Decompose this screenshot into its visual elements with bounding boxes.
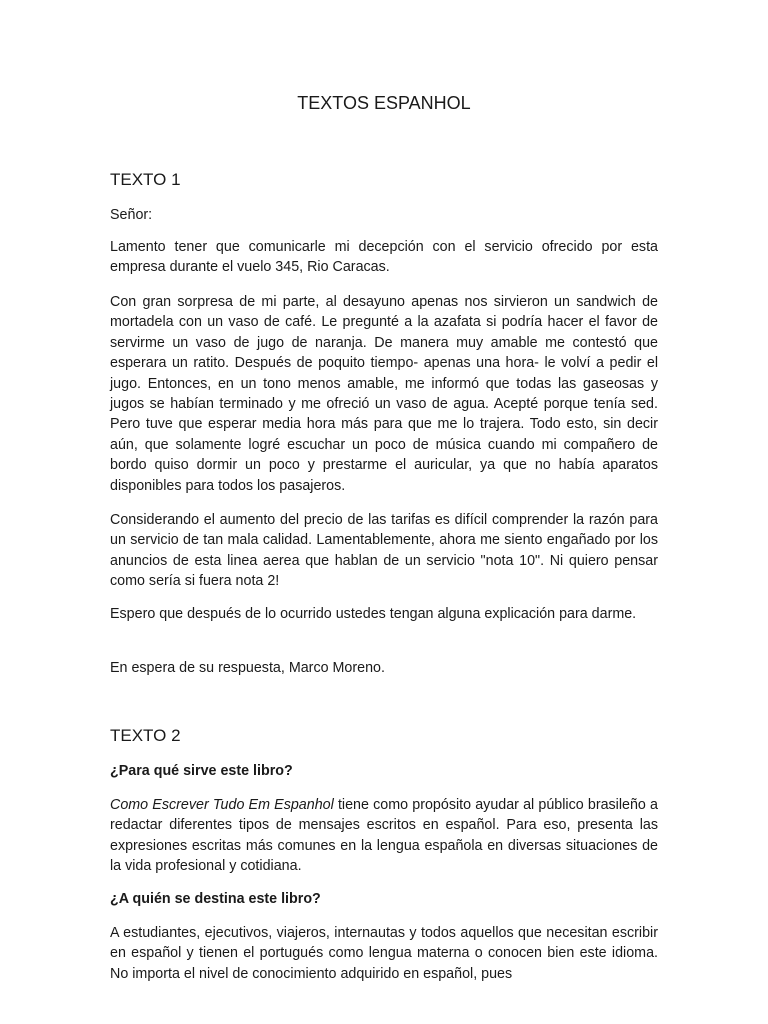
texto1-paragraph-1: Lamento tener que comunicarle mi decepción con el servicio ofrecido por esta empresa durante el vuelo 345, Rio Caracas. <box>110 239 658 276</box>
texto2-answer-1 <box>110 795 658 877</box>
texto2-answer-1-text: tiene como propósito ayudar al público brasileño a redactar diferentes tipos de mensajes escritos en español. Para eso, presenta las expresiones escritas más comunes en la lengua española en diversas situaciones de la vida profesional y cotidiana. <box>110 797 658 875</box>
texto1-heading: TEXTO 1 <box>110 170 181 189</box>
texto2-answer-2: A estudiantes, ejecutivos, viajeros, internautas y todos aquellos que necesitan escribir en español y tienen el portugués como lengua materna o conocen bien este idioma. No importa el nivel de conocimiento adquirido en español, pues <box>110 925 658 982</box>
texto2-question-1: ¿Para qué sirve este libro? <box>110 763 293 779</box>
book-title: Como Escrever Tudo Em Espanhol <box>110 797 334 813</box>
texto1-paragraph-3: Considerando el aumento del precio de las tarifas es difícil comprender la razón para un servicio de tan mala calidad. Lamentablemente, ahora me siento engañado por los anuncios de esta linea aerea que hablan de un servicio "nota 10". Ni quiero pensar como sería si fuera nota 2! <box>110 512 658 590</box>
texto1-salutation: Señor: <box>110 207 153 223</box>
texto2-heading: TEXTO 2 <box>110 726 181 745</box>
texto2-question-2: ¿A quién se destina este libro? <box>110 891 321 907</box>
document-title: TEXTOS ESPANHOL <box>297 93 471 113</box>
texto1-closing: En espera de su respuesta, Marco Moreno. <box>110 660 385 676</box>
texto1-paragraph-4: Espero que después de lo ocurrido ustedes tengan alguna explicación para darme. <box>110 606 637 622</box>
document-page <box>110 0 658 1024</box>
texto1-paragraph-2: Con gran sorpresa de mi parte, al desayuno apenas nos sirvieron un sandwich de mortadela con un vaso de café. Le pregunté a la azafata si podría hacer el favor de servirme un vaso de jugo de naranja. De manera muy amable me contestó que esperara un ratito. Después de poquito tiempo- apenas una hora- le volví a pedir el jugo. Entonces, en un tono menos amable, me informó que todas las gaseosas y jugos se habían terminado y me ofreció un vaso de agua. Acepté porque tenía sed. Pero tuve que esperar media hora más para que me lo trajera. Todo esto, sin decir aún, que solamente logré escuchar un poco de música cuando mi compañero de bordo quiso dormir un poco y prestarme el auricular, ya que no había aparatos disponibles para todos los pasajeros. <box>110 294 658 494</box>
